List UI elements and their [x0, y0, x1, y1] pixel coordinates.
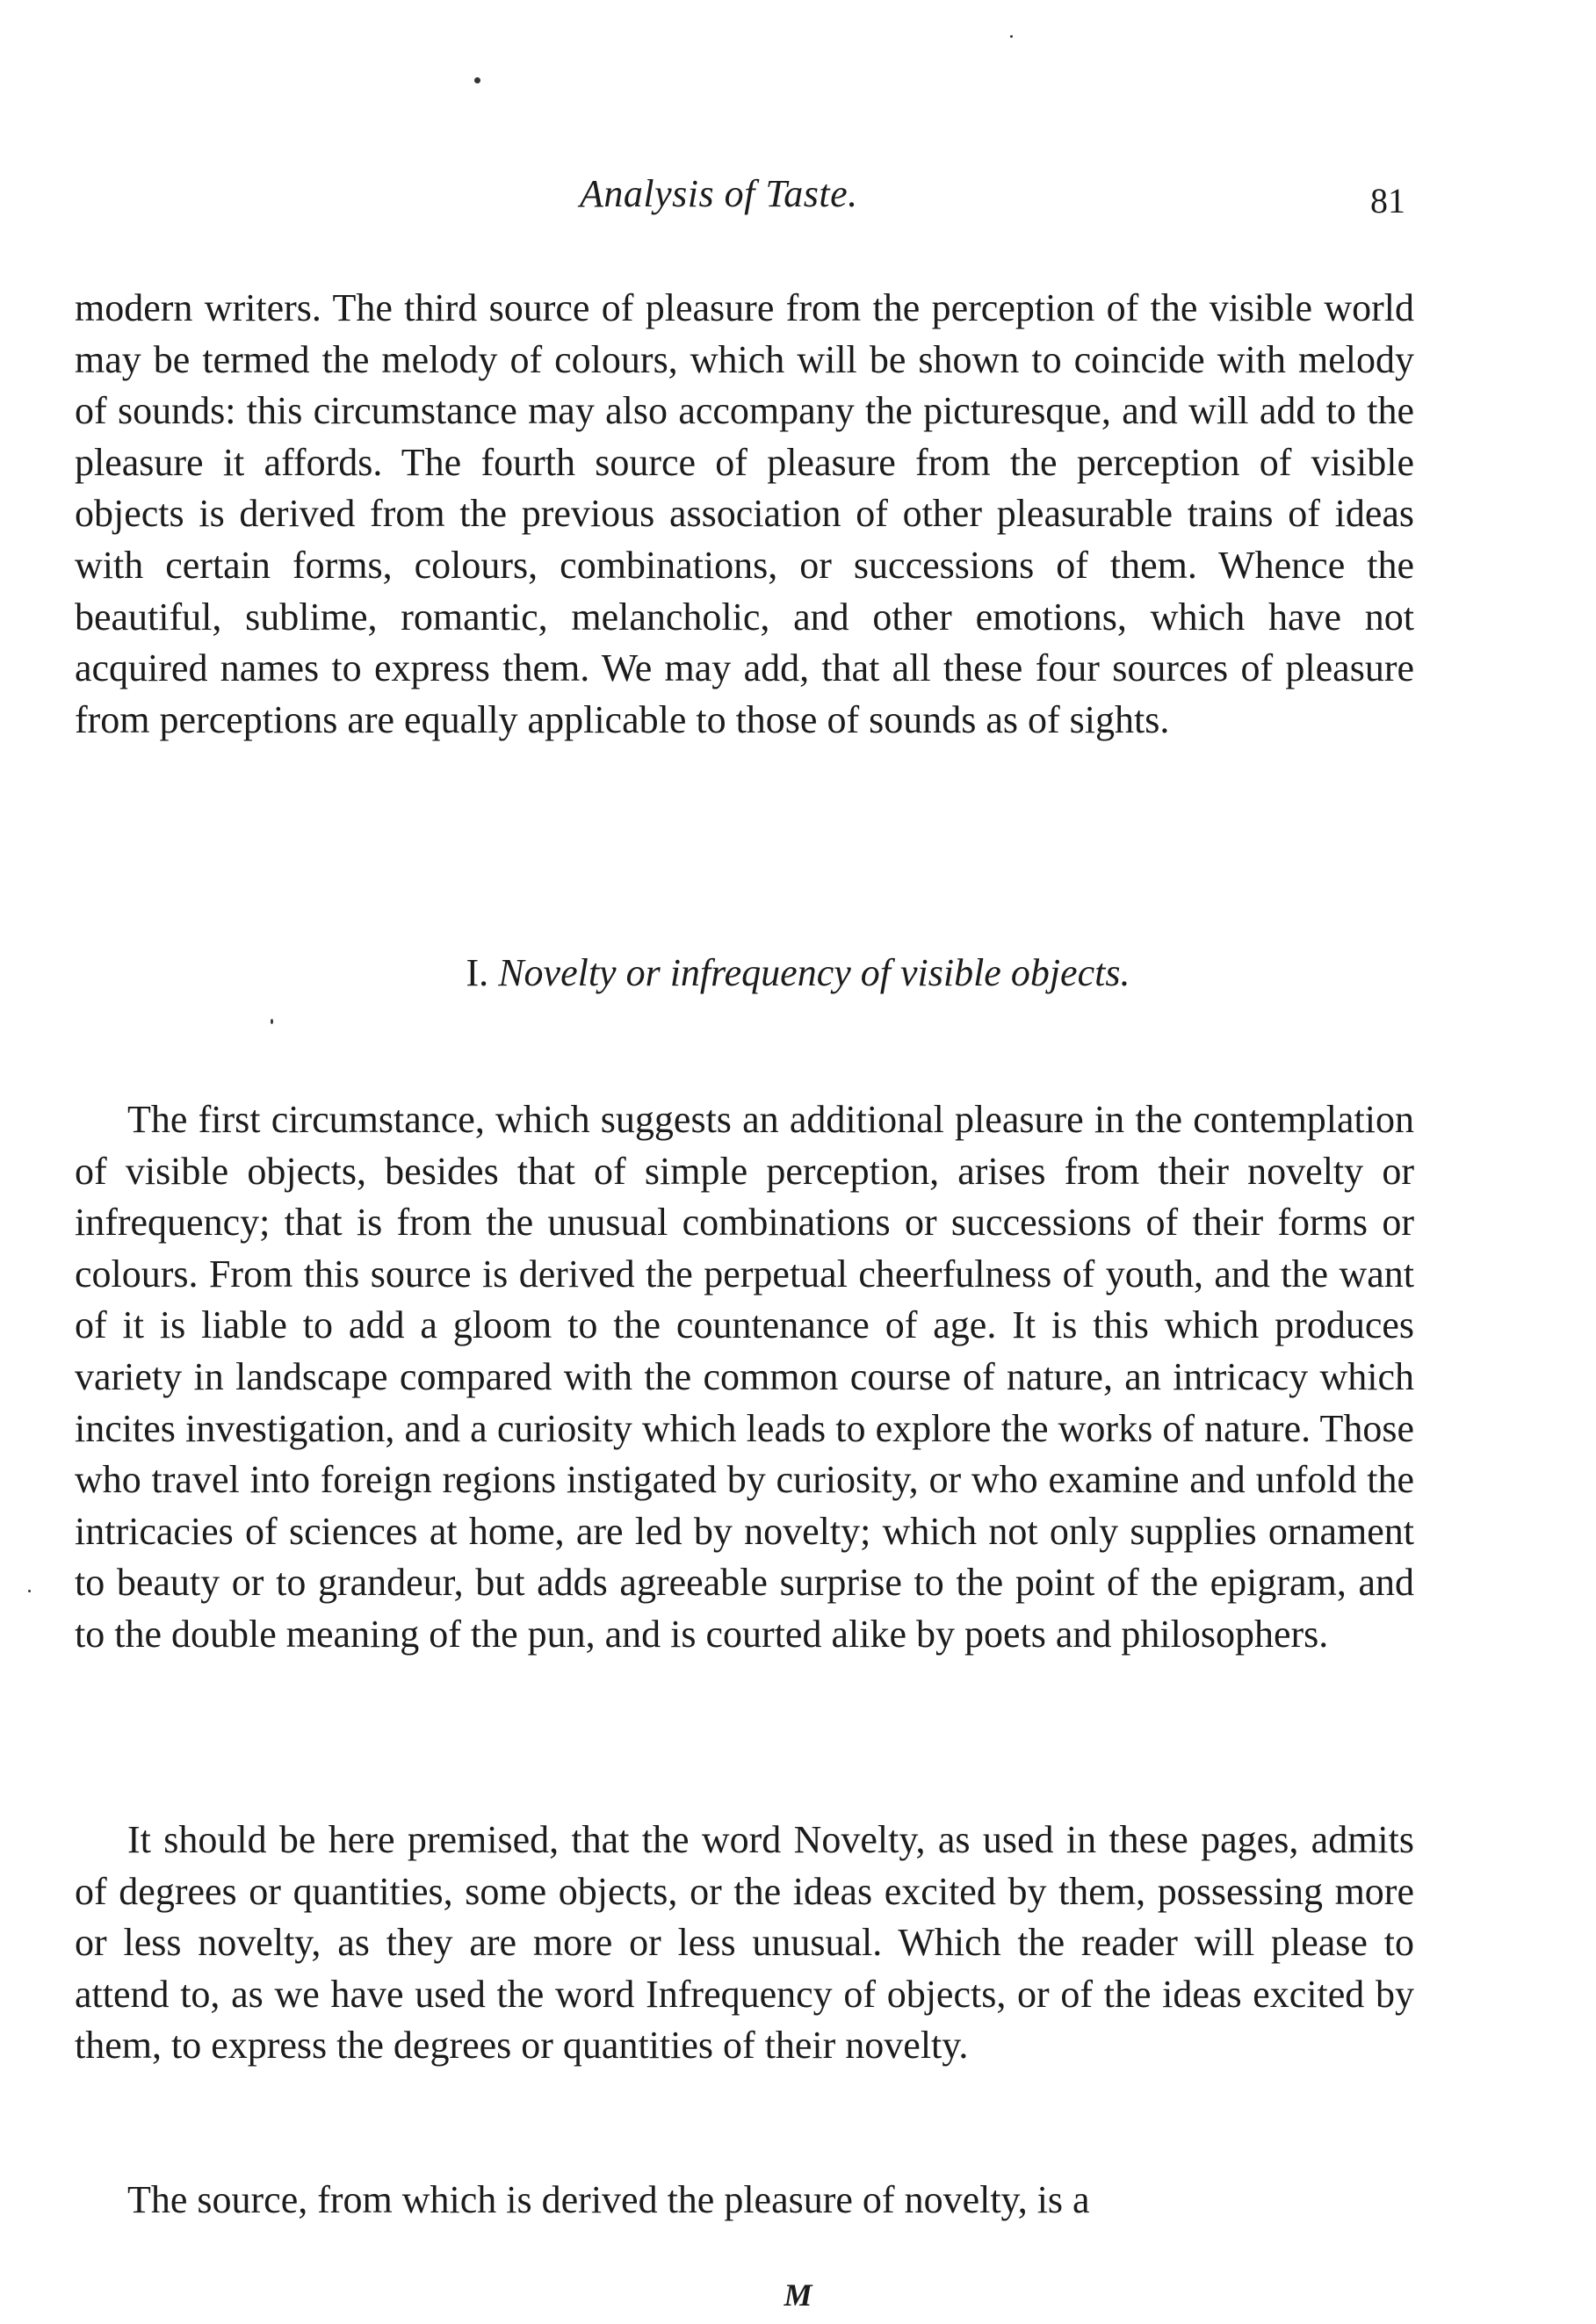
- signature-mark: M: [784, 2277, 812, 2313]
- ink-speck: [1010, 35, 1013, 38]
- section-heading: [0, 950, 1596, 995]
- section-number: I.: [466, 951, 489, 994]
- ink-speck: [28, 1590, 31, 1592]
- page-number: 81: [1370, 181, 1405, 220]
- paragraph: The source, from which is derived the pleasure of novelty, is a: [127, 2178, 1090, 2221]
- paragraph: It should be here premised, that the word Novelty, as used in these pages, admits of degrees or quantities, some objects, or the ideas excited by them, possessing more or less novelty, as they are more or less unusual. Which the reader will please to attend to, as we have used the word Infrequency of objects, or of the ideas excited by them, to express the degrees or quantities of their novelty.: [75, 1818, 1414, 2068]
- section-title: Novelty or infrequency of visible objects.: [498, 951, 1130, 994]
- running-title: Analysis of Taste.: [580, 172, 858, 215]
- running-head: [0, 171, 1596, 233]
- ink-speck: [271, 1019, 273, 1024]
- paragraph-continued: modern writers. The third source of pleasure from the perception of the visible world may be termed the melody of colours, which will be shown to coincide with melody of sounds: this circumstance may also accompany the picturesque, and will add to the pleasure it affords. The fourth source of pleasure from the perception of visible objects is derived from the previous association of other pleasurable trains of ideas with certain forms, colours, combinations, or successions of them. Whence the beautiful, sublime, romantic, melancholic, and other emotions, which have not acquired names to express them. We may add, that all these four sources of pleasure from perceptions are equally applicable to those of sounds as of sights.: [75, 286, 1414, 741]
- paragraph: The first circumstance, which suggests an additional pleasure in the contemplation of visible objects, besides that of simple perception, arises from their novelty or infrequency; that is from the unusual combinations or successions of their forms or colours. From this source is derived the perpetual cheerfulness of youth, and the want of it is liable to add a gloom to the countenance of age. It is this which produces variety in landscape compared with the common course of nature, an intricacy which incites investigation, and a curiosity which leads to explore the works of nature. Those who travel into foreign regions instigated by curiosity, or who examine and unfold the intricacies of sciences at home, are led by novelty; which not only supplies ornament to beauty or to grandeur, but adds agreeable surprise to the point of the epigram, and to the double meaning of the pun, and is courted alike by poets and philosophers.: [75, 1098, 1414, 1656]
- ink-speck: [474, 77, 480, 83]
